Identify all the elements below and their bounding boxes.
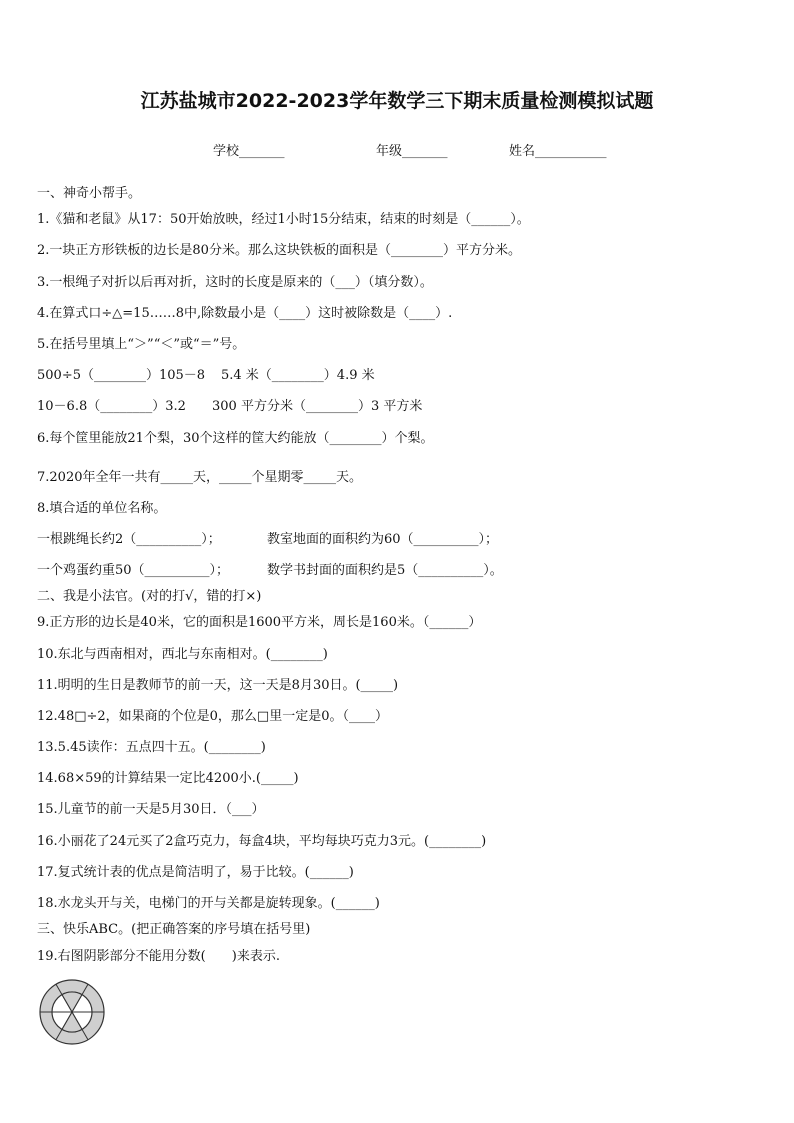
question-17: 17.复式统计表的优点是简洁明了，易于比较。(______) [37,865,354,880]
question-7: 7.2020年全年一共有_____天，_____个星期零_____天。 [37,470,362,485]
question-8-item-a1: 一根跳绳长约2（__________）； [37,532,221,547]
question-8: 8.填合适的单位名称。 [37,501,167,516]
question-14: 14.68×59的计算结果一定比4200小.(_____) [37,771,299,786]
question-5-item-a2: 5.4 米（________）4.9 米 [221,368,375,383]
question-1: 1.《猫和老鼠》从17：50开始放映，经过1小时15分结束，结束的时刻是（______）。 [37,212,530,227]
shaded-circle-figure [38,978,106,1046]
section-heading-2: 二、我是小法官。(对的打√，错的打×) [37,589,262,604]
name-field: 姓名___________ [509,144,607,159]
question-3: 3.一根绳子对折以后再对折，这时的长度是原来的（___）（填分数）。 [37,275,433,290]
section-heading-1: 一、神奇小帮手。 [37,186,142,201]
question-15: 15.儿童节的前一天是5月30日．（___） [37,802,265,817]
question-5-item-b2: 300 平方分米（________）3 平方米 [212,399,423,414]
question-8-item-a2: 教室地面的面积约为60（__________）； [267,532,499,547]
question-4: 4.在算式口÷△=15……8中,除数最小是（____）这时被除数是（____）. [37,306,453,321]
question-5-item-b1: 10－6.8（________）3.2 [37,399,186,414]
question-2: 2.一块正方形铁板的边长是80分米。那么这块铁板的面积是（________）平方分米。 [37,243,521,258]
section-heading-3: 三、快乐ABC。(把正确答案的序号填在括号里) [37,922,311,937]
question-13: 13.5.45读作：五点四十五。(________) [37,740,266,755]
question-16: 16.小丽花了24元买了2盒巧克力，每盒4块，平均每块巧克力3元。(________) [37,834,487,849]
question-5: 5.在括号里填上“＞”“＜”或“＝”号。 [37,337,246,352]
question-11: 11.明明的生日是教师节的前一天，这一天是8月30日。(_____) [37,678,399,693]
page-title: 江苏盐城市2022-2023学年数学三下期末质量检测模拟试题 [140,90,654,112]
question-12: 12.48□÷2，如果商的个位是0，那么□里一定是0。（____） [37,709,388,724]
question-8-item-b2: 数学书封面的面积约是5（__________）。 [267,563,503,578]
question-18: 18.水龙头开与关，电梯门的开与关都是旋转现象。(______) [37,896,380,911]
question-19: 19.右图阴影部分不能用分数( )来表示. [37,949,280,964]
school-field: 学校_______ [213,144,285,159]
question-8-item-b1: 一个鸡蛋约重50（__________）； [37,563,230,578]
grade-field: 年级_______ [376,144,448,159]
question-6: 6.每个筐里能放21个梨，30个这样的筐大约能放（________）个梨。 [37,431,434,446]
question-10: 10.东北与西南相对，西北与东南相对。(________) [37,647,328,662]
question-9: 9.正方形的边长是40米，它的面积是1600平方米，周长是160米。（______） [37,615,482,630]
question-5-item-a1: 500÷5（________）105－8 [37,368,206,383]
